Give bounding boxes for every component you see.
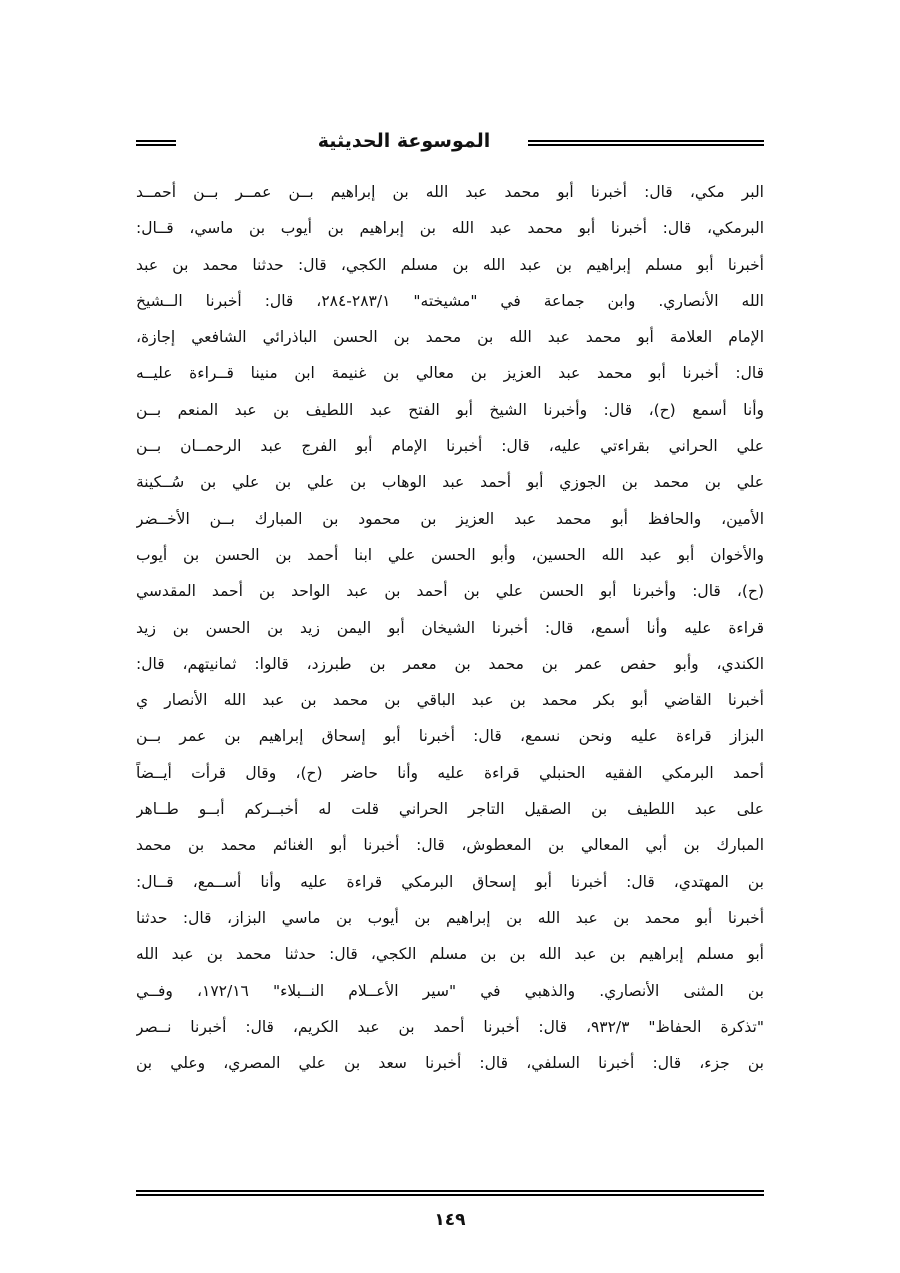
text-line: الأمين، والحافظ أبو محمد عبد العزيز بن محمود بن المبارك بــن الأخــضر: [136, 509, 764, 528]
page-number: ١٤٩: [434, 1210, 466, 1230]
text-line: علي بن محمد بن الجوزي أبو أحمد عبد الوهاب بن علي بن علي بن سُــكينة: [136, 473, 764, 492]
text-line: أخبرنا أبو مسلم إبراهيم بن عبد الله بن مسلم الكجي، قال: حدثنا محمد بن عبد: [136, 255, 764, 274]
footer-rule: [136, 1190, 764, 1196]
text-line: قال: أخبرنا أبو محمد عبد العزيز بن معالي بن غنيمة ابن منينا قــراءة عليــه: [136, 364, 764, 383]
text-line: أحمد البرمكي الفقيه الحنبلي قراءة عليه وأنا حاضر (ح)، وقال قرأت أيــضاً: [136, 763, 764, 782]
header-title: الموسوعة الحديثية: [317, 130, 491, 152]
text-line: أبو مسلم إبراهيم بن عبد الله بن بن مسلم الكجي، قال: حدثنا محمد بن عبد الله: [136, 945, 764, 964]
text-line: قراءة عليه وأنا أسمع، قال: أخبرنا الشيخان أبو اليمن زيد بن الحسن بن زيد: [136, 618, 764, 637]
text-line: المبارك بن أبي المعالي بن المعطوش، قال: أخبرنا أبو الغنائم محمد بن محمد: [136, 836, 764, 855]
text-line: والأخوان أبو عبد الله الحسين، وأبو الحسن علي ابنا أحمد بن الحسن بن أيوب: [136, 545, 764, 564]
text-line: الإمام العلامة أبو محمد عبد الله بن محمد بن الحسن الباذرائي الشافعي إجازة،: [136, 328, 764, 347]
text-line: البزاز قراءة عليه ونحن نسمع، قال: أخبرنا أبو إسحاق إبراهيم بن عمر بــن: [136, 727, 764, 746]
text-line: الله الأنصاري. وابن جماعة في "مشيخته" ٢٨٣/١-٢٨٤، قال: أخبرنا الــشيخ: [136, 291, 764, 310]
text-line: علي الحراني بقراءتي عليه، قال: أخبرنا الإمام أبو الفرج عبد الرحمــان بــن: [136, 437, 764, 456]
text-line: على عبد اللطيف بن الصقيل التاجر الحراني قلت له أخبــركم أبــو طــاهر: [136, 800, 764, 819]
text-line: البر مكي، قال: أخبرنا أبو محمد عبد الله بن إبراهيم بــن عمــر بــن أحمــد: [136, 183, 764, 201]
body-text: [136, 174, 764, 1081]
text-line: بن جزء، قال: أخبرنا السلفي، قال: أخبرنا سعد بن علي المصري، وعلي بن: [136, 1054, 764, 1073]
text-line: بن المهتدي، قال: أخبرنا أبو إسحاق البرمكي قراءة عليه وأنا أســمع، قــال:: [136, 872, 764, 891]
header-rule-left: [136, 140, 176, 146]
text-line: أخبرنا القاضي أبو بكر محمد بن عبد الباقي بن محمد بن عبد الله الأنصار ي: [136, 691, 764, 710]
text-line: أخبرنا أبو محمد بن عبد الله بن إبراهيم بن أيوب بن ماسي البزاز، قال: حدثنا: [136, 908, 764, 927]
text-line: "تذكرة الحفاظ" ٩٣٢/٣، قال: أخبرنا أحمد بن عبد الكريم، قال: أخبرنا نــصر: [136, 1017, 764, 1036]
text-line: البرمكي، قال: أخبرنا أبو محمد عبد الله بن إبراهيم بن أيوب بن ماسي، قــال:: [136, 219, 764, 238]
text-line: بن المثنى الأنصاري. والذهبي في "سير الأعــلام النــبلاء" ١٧٢/١٦، وفــي: [136, 981, 764, 1000]
text-line: وأنا أسمع (ح)، قال: وأخبرنا الشيخ أبو الفتح عبد اللطيف بن عبد المنعم بــن: [136, 400, 764, 419]
text-line: الكندي، وأبو حفص عمر بن محمد بن معمر بن طبرزد، قالوا: ثمانيتهم، قال:: [136, 654, 764, 673]
text-line: (ح)، قال: وأخبرنا أبو الحسن علي بن أحمد بن عبد الواحد بن أحمد المقدسي: [136, 582, 764, 601]
running-header: [136, 126, 764, 160]
header-rule-right: [528, 140, 764, 146]
